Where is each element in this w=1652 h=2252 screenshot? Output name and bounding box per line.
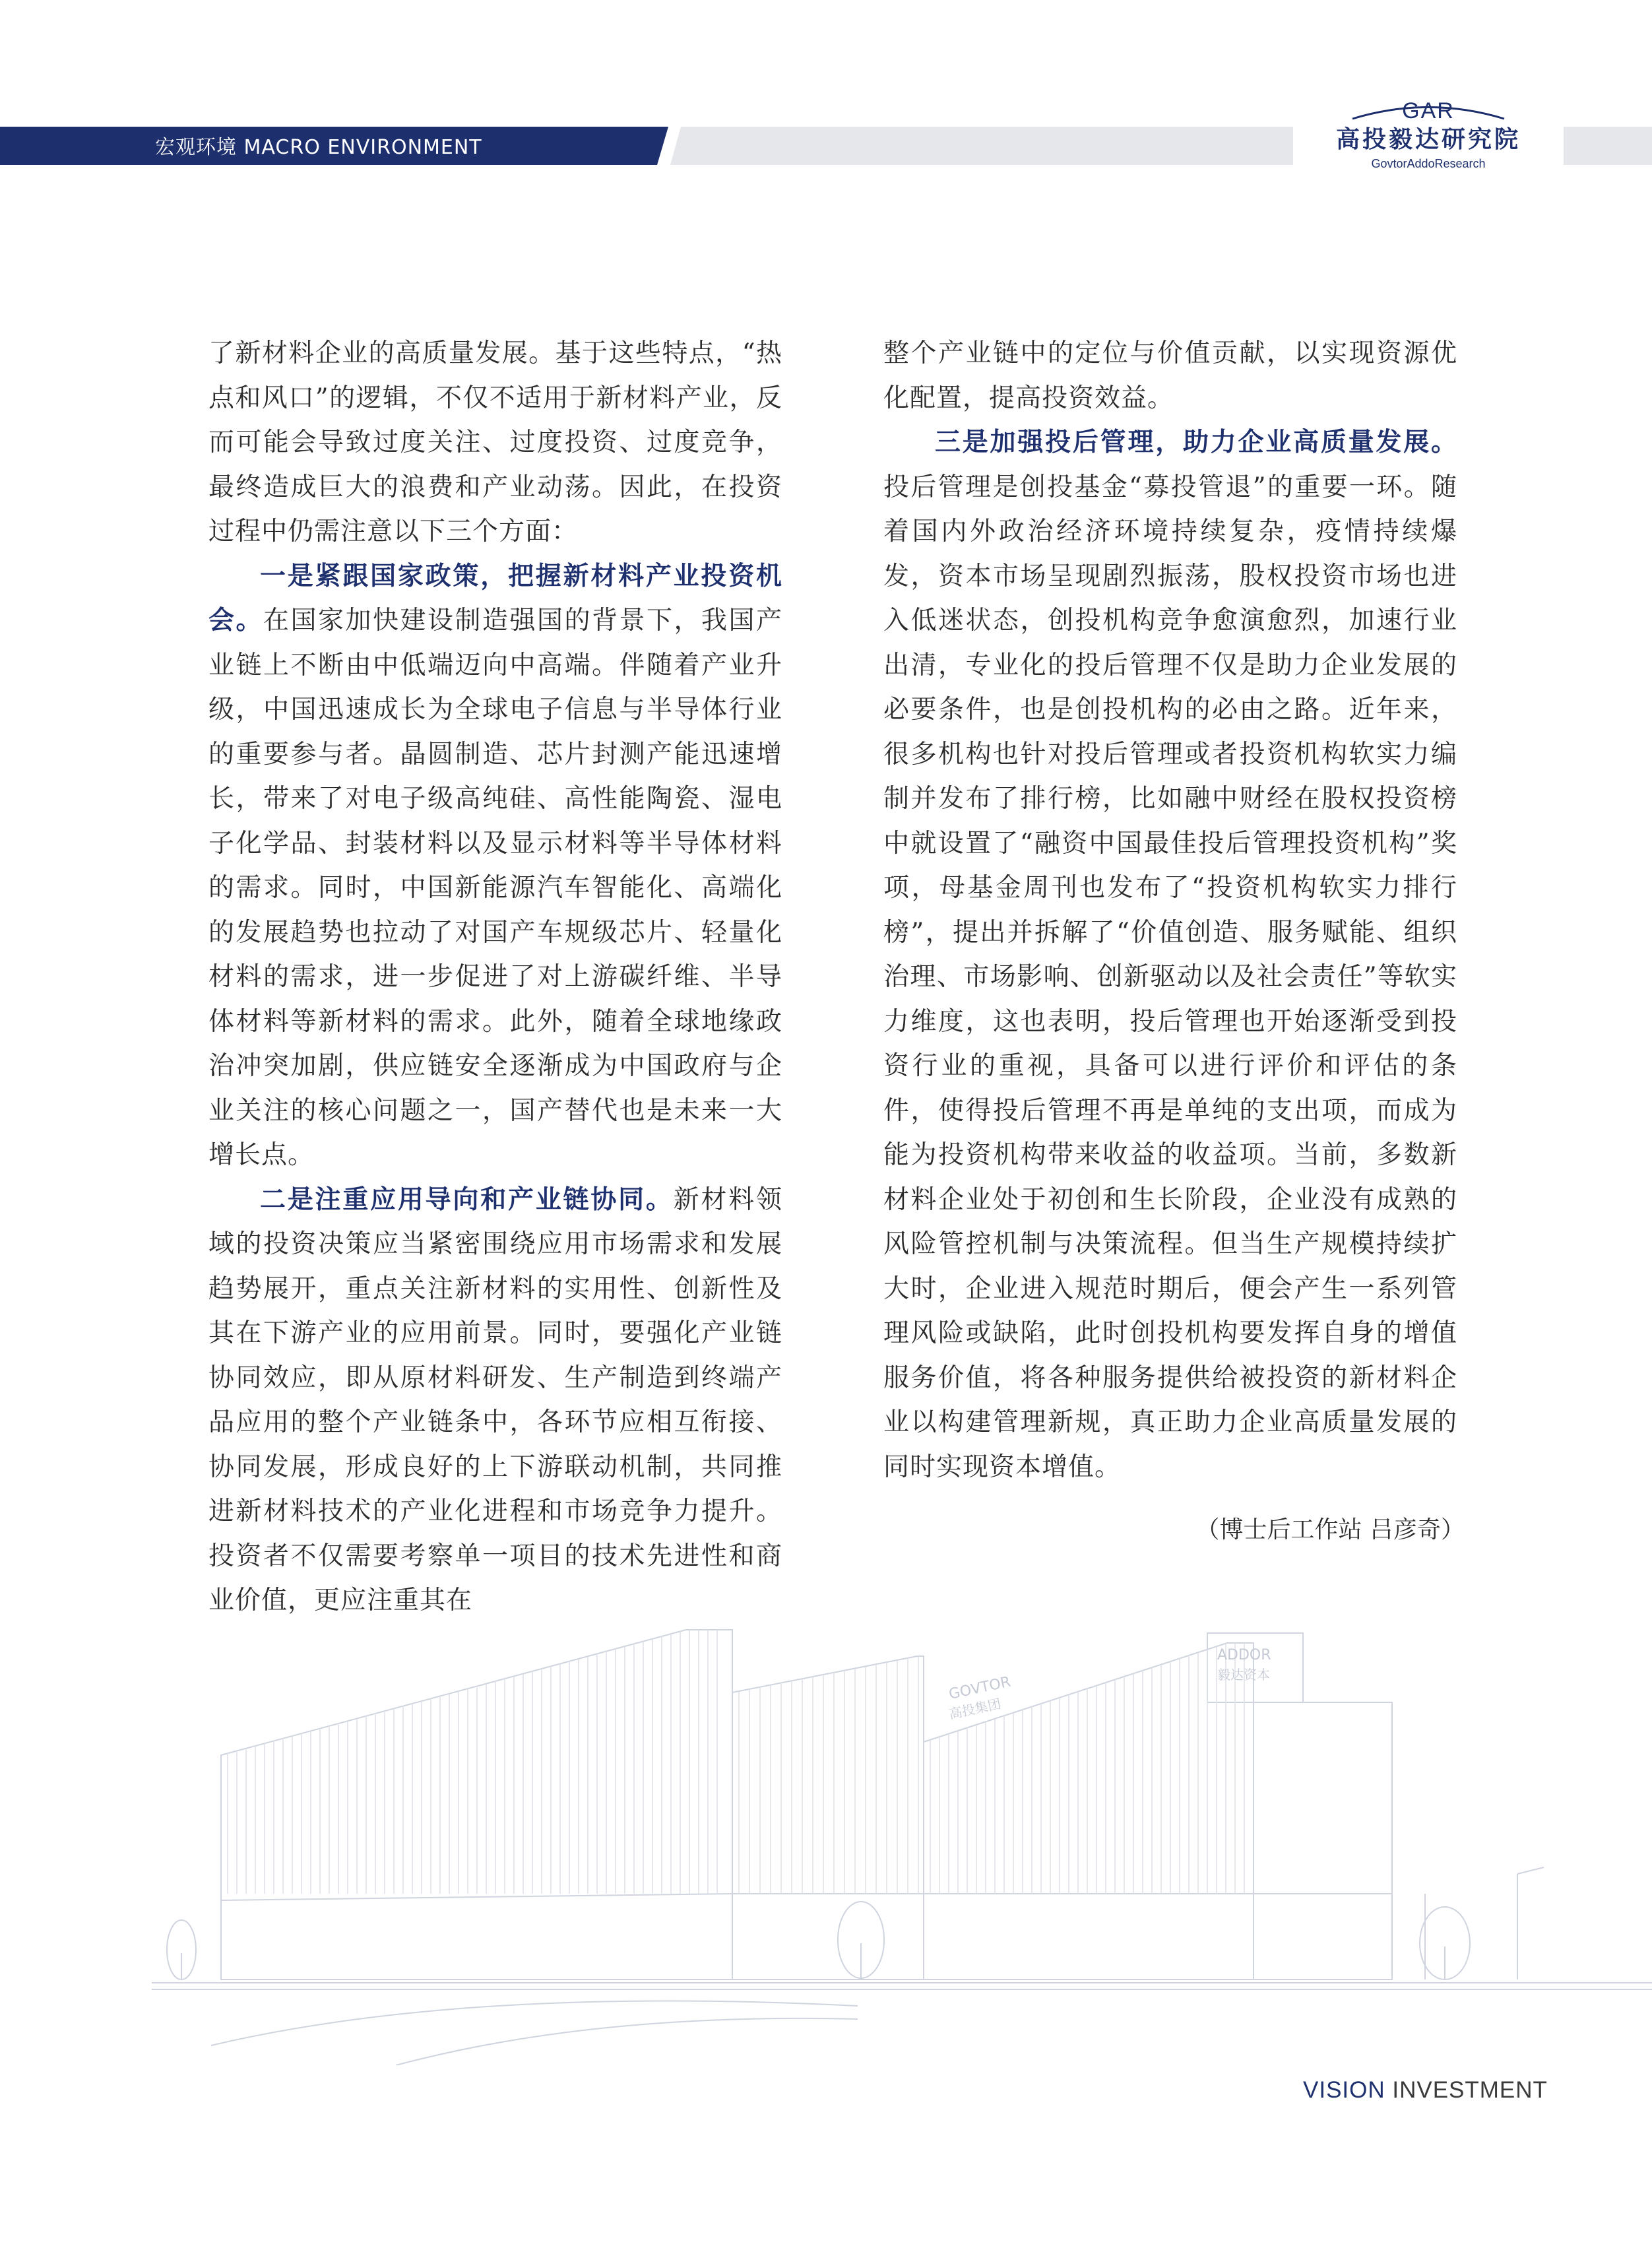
author-signature: （博士后工作站 吕彦奇） <box>1195 1516 1465 1543</box>
paragraph <box>883 420 1457 1489</box>
brand-name-cn: 高投毅达研究院 <box>1335 126 1521 153</box>
building-sign-left-cn: 高投集团 <box>947 1695 1003 1722</box>
paragraph-lead: 一是紧跟国家政策，把握新材料产业投资机会。 <box>208 560 782 635</box>
paragraph-body: 新材料领域的投资决策应当紧密围绕应用市场需求和发展趋势展开，重点关注新材料的实用性、创新性及其在下游产业的应用前景。同时，要强化产业链协同效应，即从原材料研发、生产制造到终端产品应用的整个产业链条中，各环节应相互衔接、协同发展，形成良好的上下游联动机制，共同推进新材料技术的产业化进程和市场竞争力提升。投资者不仅需要考察单一项目的技术先进性和商业价值，更应注重其在 <box>208 1184 782 1615</box>
footer-brand-strong: VISION <box>1303 2077 1385 2103</box>
paragraph-body: 投后管理是创投基金“募投管退”的重要一环。随着国内外政治经济环境持续复杂，疫情持续爆发，资本市场呈现剧烈振荡，股权投资市场也进入低迷状态，创投机构竞争愈演愈烈，加速行业出清，专业化的投后管理不仅是助力企业发展的必要条件，也是创投机构的必由之路。近年来，很多机构也针对投后管理或者投资机构软实力编制并发布了排行榜，比如融中财经在股权投资榜中就设置了“融资中国最佳投后管理投资机构”奖项，母基金周刊也发布了“投资机构软实力排行榜”，提出并拆解了“价值创造、服务赋能、组织治理、市场影响、创新驱动以及社会责任”等软实力维度，这也表明，投后管理也开始逐渐受到投资行业的重视，具备可以进行评价和评估的条件，使得投后管理不再是单纯的支出项，而成为能为投资机构带来收益的收益项。当前，多数新材料企业处于初创和生长阶段，企业没有成熟的风险管控机制与决策流程。但当生产规模持续扩大时，企业进入规范时期后，便会产生一系列管理风险或缺陷，此时创投机构要发挥自身的增值服务价值，将各种服务提供给被投资的新材料企业以构建管理新规，真正助力企业高质量发展的同时实现资本增值。 <box>883 472 1457 1482</box>
paragraph <box>208 554 782 1178</box>
building-sign-right-cn: 毅达资本 <box>1217 1667 1270 1683</box>
footer-brand-rest: INVESTMENT <box>1385 2077 1548 2103</box>
section-label: 宏观环境 MACRO ENVIRONMENT <box>155 136 482 159</box>
paragraph: 了新材料企业的高质量发展。基于这些特点，“热点和风口”的逻辑，不仅不适用于新材料产业，反而可能会导致过度关注、过度投资、过度竞争，最终造成巨大的浪费和产业动荡。因此，在投资过程中仍需注意以下三个方面： <box>208 338 782 546</box>
paragraph-body: 在国家加快建设制造强国的背景下，我国产业链上不断由中低端迈向中高端。伴随着产业升级，中国迅速成长为全球电子信息与半导体行业的重要参与者。晶圆制造、芯片封测产能迅速增长，带来了对电子级高纯硅、高性能陶瓷、湿电子化学品、封装材料以及显示材料等半导体材料的需求。同时，中国新能源汽车智能化、高端化的发展趋势也拉动了对国产车规级芯片、轻量化材料的需求，进一步促进了对上游碳纤维、半导体材料等新材料的需求。此外，随着全球地缘政治冲突加剧，供应链安全逐渐成为中国政府与企业关注的核心问题之一，国产替代也是未来一大增长点。 <box>208 606 782 1170</box>
paragraph: 整个产业链中的定位与价值贡献，以实现资源优化配置，提高投资效益。 <box>883 338 1457 413</box>
building-sign-left-en: GOVTOR <box>947 1673 1013 1703</box>
paragraph-lead: 三是加强投后管理，助力企业高质量发展。 <box>935 427 1457 457</box>
article-column-right <box>883 331 1457 1489</box>
paragraph <box>208 1178 782 1623</box>
footer-brand <box>1303 2077 1548 2104</box>
page-header <box>0 0 1652 198</box>
paragraph-lead: 二是注重应用导向和产业链协同。 <box>260 1184 674 1215</box>
building-illustration <box>0 1584 1652 2065</box>
article-column-left <box>208 331 782 1623</box>
brand-logo <box>1306 98 1550 172</box>
brand-name-en: GovtorAddoResearch <box>1371 157 1486 170</box>
building-sign-right-en: ADDOR <box>1217 1647 1271 1663</box>
brand-abbr: GAR <box>1402 98 1455 123</box>
